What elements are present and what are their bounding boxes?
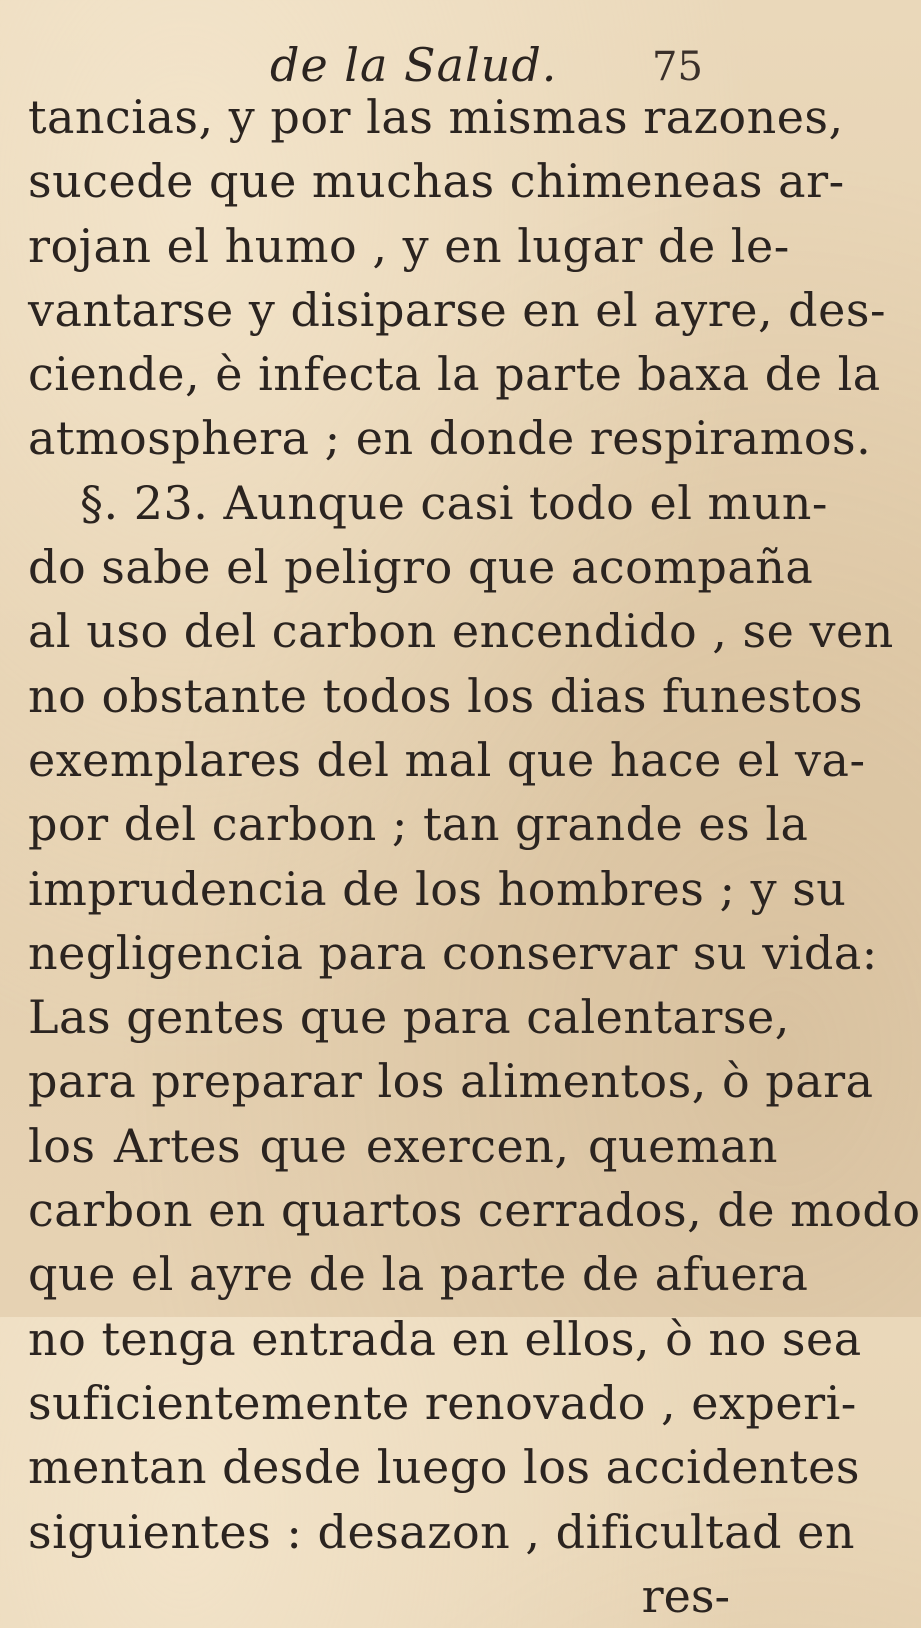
text-line: rojan el humo , y en lugar de le- xyxy=(28,218,790,273)
text-line: los Artes que exercen, queman xyxy=(28,1118,778,1173)
text-line-section-start: §. 23. Aunque casi todo el mun- xyxy=(80,475,828,530)
text-line: que el ayre de la parte de afuera xyxy=(28,1247,809,1302)
text-line: imprudencia de los hombres ; y su xyxy=(28,861,847,916)
text-line: para preparar los alimentos, ò para xyxy=(28,1054,874,1109)
text-line: atmosphera ; en donde respiramos. xyxy=(28,411,872,466)
body-text xyxy=(28,85,921,1628)
text-line: suficientemente renovado , experi- xyxy=(28,1375,857,1430)
text-line: vantarse y disiparse en el ayre, des- xyxy=(28,282,886,337)
page-number: 75 xyxy=(652,44,703,90)
catchword: res- xyxy=(641,1568,730,1623)
text-line: carbon en quartos cerrados, de modo xyxy=(28,1183,921,1238)
text-line: por del carbon ; tan grande es la xyxy=(28,797,809,852)
text-line: Las gentes que para calentarse, xyxy=(28,990,790,1045)
text-line: mentan desde luego los accidentes xyxy=(28,1440,860,1495)
text-line: sucede que muchas chimeneas ar- xyxy=(28,154,845,209)
text-line: siguientes : desazon , dificultad en xyxy=(28,1504,855,1559)
running-head xyxy=(0,38,800,92)
text-line: negligencia para conservar su vida: xyxy=(28,925,878,980)
text-line: do sabe el peligro que acompaña xyxy=(28,540,814,595)
text-line: ciende, è infecta la parte baxa de la xyxy=(28,347,881,402)
text-line: tancias, y por las mismas razones, xyxy=(28,90,844,144)
running-title: de la Salud. xyxy=(270,38,558,92)
text-line: no tenga entrada en ellos, ò no sea xyxy=(28,1311,862,1366)
text-line: exemplares del mal que hace el va- xyxy=(28,732,866,787)
text-line: al uso del carbon encendido , se ven xyxy=(28,604,894,659)
text-line: no obstante todos los dias funestos xyxy=(28,668,863,723)
